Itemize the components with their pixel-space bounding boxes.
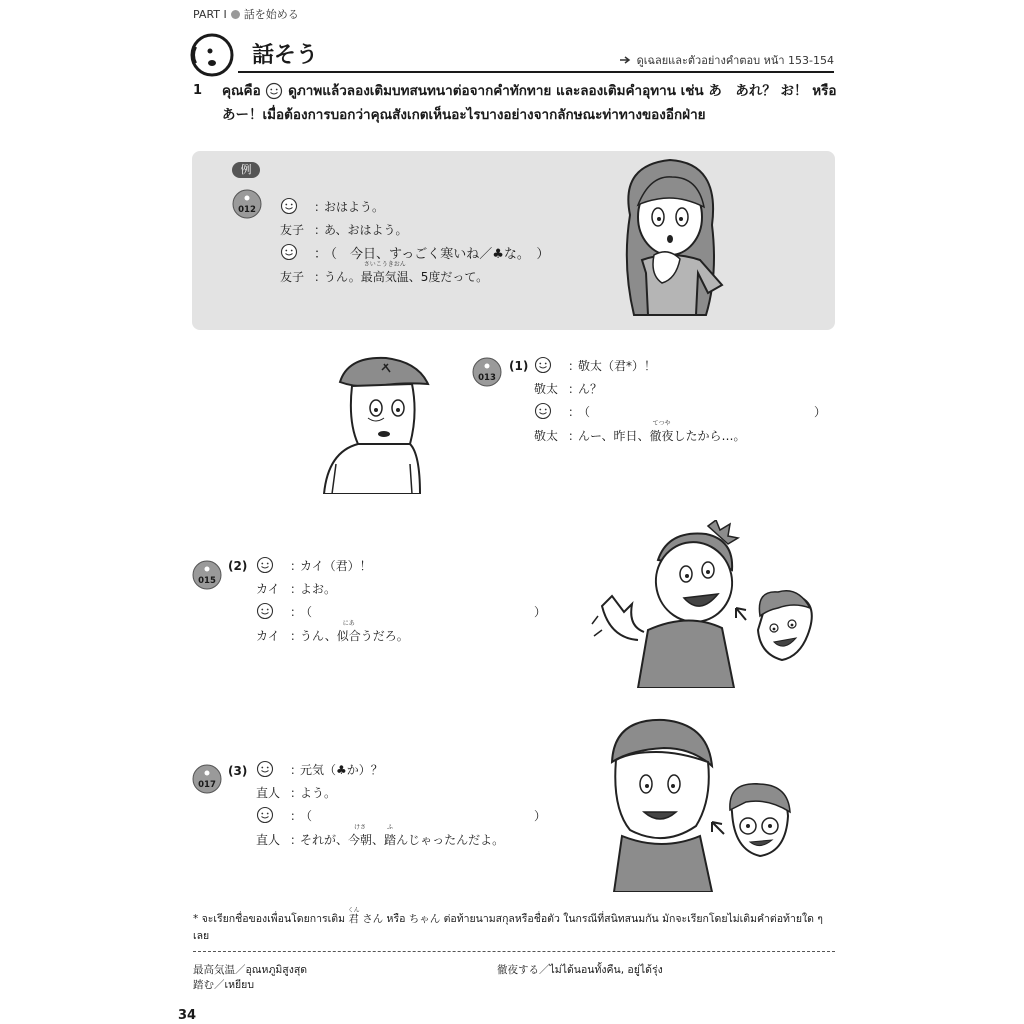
furigana: ふ [387,823,394,831]
chapter-label: 話を始める [243,8,299,21]
smiley-you-icon [534,356,552,374]
dialogue-line: 敬太 ： ん？ [534,381,603,396]
line-text: それが、 [300,832,349,847]
ruby-base: 踏 [384,832,397,847]
question-number: (2) [228,559,248,573]
footnote-text: さん หรือ ちゃん ต่อท้ายนามสกุลหรือชื่อตัว ในกรณีที่สนิทสนมกัน มักจะเรียกโดยไม่เติมคำต่อท้ายใด ๆ เลย [193,913,823,942]
line-text: カイ（君）！ [300,558,372,573]
dialogue-line: 友子 ： うん。 さいこうきおん 最高気温 、5度だって。 [280,260,489,284]
speaker-you [280,243,314,261]
line-text: 、5度だって。 [408,269,489,284]
dialogue-line: ： （ 今日、すっごく寒いね／♣な。 ） [280,241,549,263]
cd-track-number: 015 [198,576,216,586]
smiley-you-icon [256,806,274,824]
speaker-you [534,402,568,420]
girl-cold-illustration [610,155,735,320]
line-text: おはよう。 [324,199,385,214]
section-title: 話そう [252,43,319,68]
question-number: (1) [509,359,529,373]
open-paren: （ [300,808,313,823]
vocab-meaning: เหยียบ [224,979,254,991]
answer-page-reference [619,51,834,69]
dialogue-line: ： 敬太（君*）！ [534,354,656,376]
close-paren: ） [534,604,547,619]
exercise-number: 1 [193,83,203,98]
vocab-item: 徹夜する／ไม่ได้นอนทั้งคืน, อยู่ได้รุ่ง [497,964,663,976]
line-text: んー、昨日、 [578,428,650,443]
dialogue-line: ： おはよう。 [280,195,384,217]
open-paren: （ [578,404,591,419]
title-rule [238,71,834,73]
vocab-item: 踏む／เหยียบ [193,979,254,991]
speaker-you [256,556,290,574]
smiley-you-icon [280,197,298,215]
smiley-you-icon [280,243,298,261]
ruby-base: 徹夜 [649,428,674,443]
smiley-you-icon [256,602,274,620]
vocab-term: 最高気温 [193,964,235,976]
speaking-face-icon [190,33,234,77]
example-tag: 例 [232,162,260,178]
naoto-and-friend-illustration [600,712,800,892]
open-paren: （ [300,604,313,619]
dialogue-line: ： カイ（君）！ [256,554,372,576]
line-text: んじゃったんだよ。 [396,832,505,847]
line-text: 敬太（君*）！ [578,358,657,373]
speaker-name: 友子 [280,222,305,237]
bullet-dot-icon [231,10,240,19]
speaker-name: カイ [256,628,280,643]
line-text: うん、 [300,628,337,643]
cd-track-number: 012 [238,205,256,215]
footnote [193,907,838,945]
dialogue-line: 直人 ： それが、 けさ 今朝 、 ふ 踏 んじゃったんだよ。 [256,823,505,847]
dialogue-line: 直人 ： よう。 [256,785,337,800]
vocab-term: 踏む [193,979,214,991]
vocab-term: 徹夜する [497,964,539,976]
furigana: けさ [354,823,367,831]
speaker-name: 友子 [280,269,305,284]
question-number: (3) [228,764,248,778]
ruby-base: 今朝 [348,832,373,847]
line-text: よう。 [300,785,337,800]
speaker-name: 直人 [256,832,281,847]
running-header [193,6,299,22]
line-text: ん？ [578,381,603,396]
line-text: 元気（♣か）？ [300,762,383,777]
speaker-you [534,356,568,374]
cd-track-number: 017 [198,780,216,790]
part-label: PART I [193,7,227,21]
footnote-mark: * [193,913,199,925]
speaker-name: 敬太 [534,381,559,396]
speaker-name: 敬太 [534,428,559,443]
furigana: にあ [342,619,355,627]
speaker-you [256,806,290,824]
line-text: 、 [372,832,385,847]
answer-blank-line[interactable]: ： （ ） [256,804,546,826]
ruby-word [384,823,397,848]
boy-cap-tired-illustration [318,352,433,494]
cd-track-icon [232,189,262,219]
ruby-word [347,907,360,928]
line-text: あ、おはよう。 [324,222,408,237]
speaker-name: 直人 [256,785,281,800]
speaker-name: カイ [256,581,280,596]
close-paren: ） [814,404,827,419]
dialogue-line: 敬太 ： んー、昨日、 てつや 徹夜 したから…。 [534,419,746,443]
page-ref-text: ดูเฉลยและตัวอย่างคำตอบ หน้า 153-154 [636,54,834,67]
vocab-divider [193,951,835,952]
furigana: くん [347,907,360,914]
dialogue-line: ： 元気（♣か）？ [256,758,383,780]
pointing-hand-icon [619,55,633,65]
ruby-word [336,619,361,644]
cd-track-number: 013 [478,373,496,383]
line-text: したから…。 [673,428,746,443]
instruction-text-b: ดูภาพแล้วลองเติมบทสนทนาต่อจากคำทักทาย และลองเติมคำอุทาน เช่น あ あれ？ お！ หรือ あー！เมื่อต้องการบอกว่าคุณสังเกตเห็นอะไรบางอย่างจากลักษณะท่าทางของอีกฝ่าย [222,83,837,123]
footnote-text: จะเรียกชื่อของเพื่อนโดยการเติม [201,913,345,925]
line-text: うん。 [324,269,361,284]
dialogue-line: 友子 ： あ、おはよう。 [280,222,408,237]
cd-track-icon [192,764,222,794]
furigana: てつや [652,419,671,427]
smiley-you-icon [534,402,552,420]
ruby-base: 君 [348,913,359,925]
boy-new-hair-illustration [588,520,823,688]
smiley-you-icon [256,760,274,778]
ruby-word [649,419,674,444]
cd-track-icon [472,357,502,387]
speaker-you [256,760,290,778]
vocab-meaning: ไม่ได้นอนทั้งคืน, อยู่ได้รุ่ง [549,964,663,976]
vocab-meaning: อุณหภูมิสูงสุด [245,964,308,976]
cd-track-icon [192,560,222,590]
instruction-text-a: คุณคือ [222,83,261,99]
example-answer: （ 今日、すっごく寒いね／♣な。 ） [324,246,550,262]
exercise-instruction [222,79,837,127]
ruby-base: 最高気温 [360,269,409,284]
answer-blank-line[interactable]: ： （ ） [256,600,546,622]
line-text: うだろ。 [360,628,409,643]
speaker-you [280,197,314,215]
ruby-word [348,823,373,848]
vocab-item: 最高気温／อุณหภูมิสูงสุด [193,964,308,976]
smiley-you-icon [256,556,274,574]
speaker-you [256,602,290,620]
line-text: よお。 [300,581,337,596]
furigana: さいこうきおん [363,260,406,268]
dialogue-line: カイ ： うん、 にあ 似合 うだろ。 [256,619,409,643]
ruby-base: 似合 [336,628,361,643]
dialogue-line: カイ ： よお。 [256,581,337,596]
ruby-word [360,260,409,285]
answer-blank-line[interactable]: ： （ ） [534,400,824,422]
page-number: 34 [178,1008,197,1023]
smiley-you-icon [265,82,283,100]
close-paren: ） [534,808,547,823]
